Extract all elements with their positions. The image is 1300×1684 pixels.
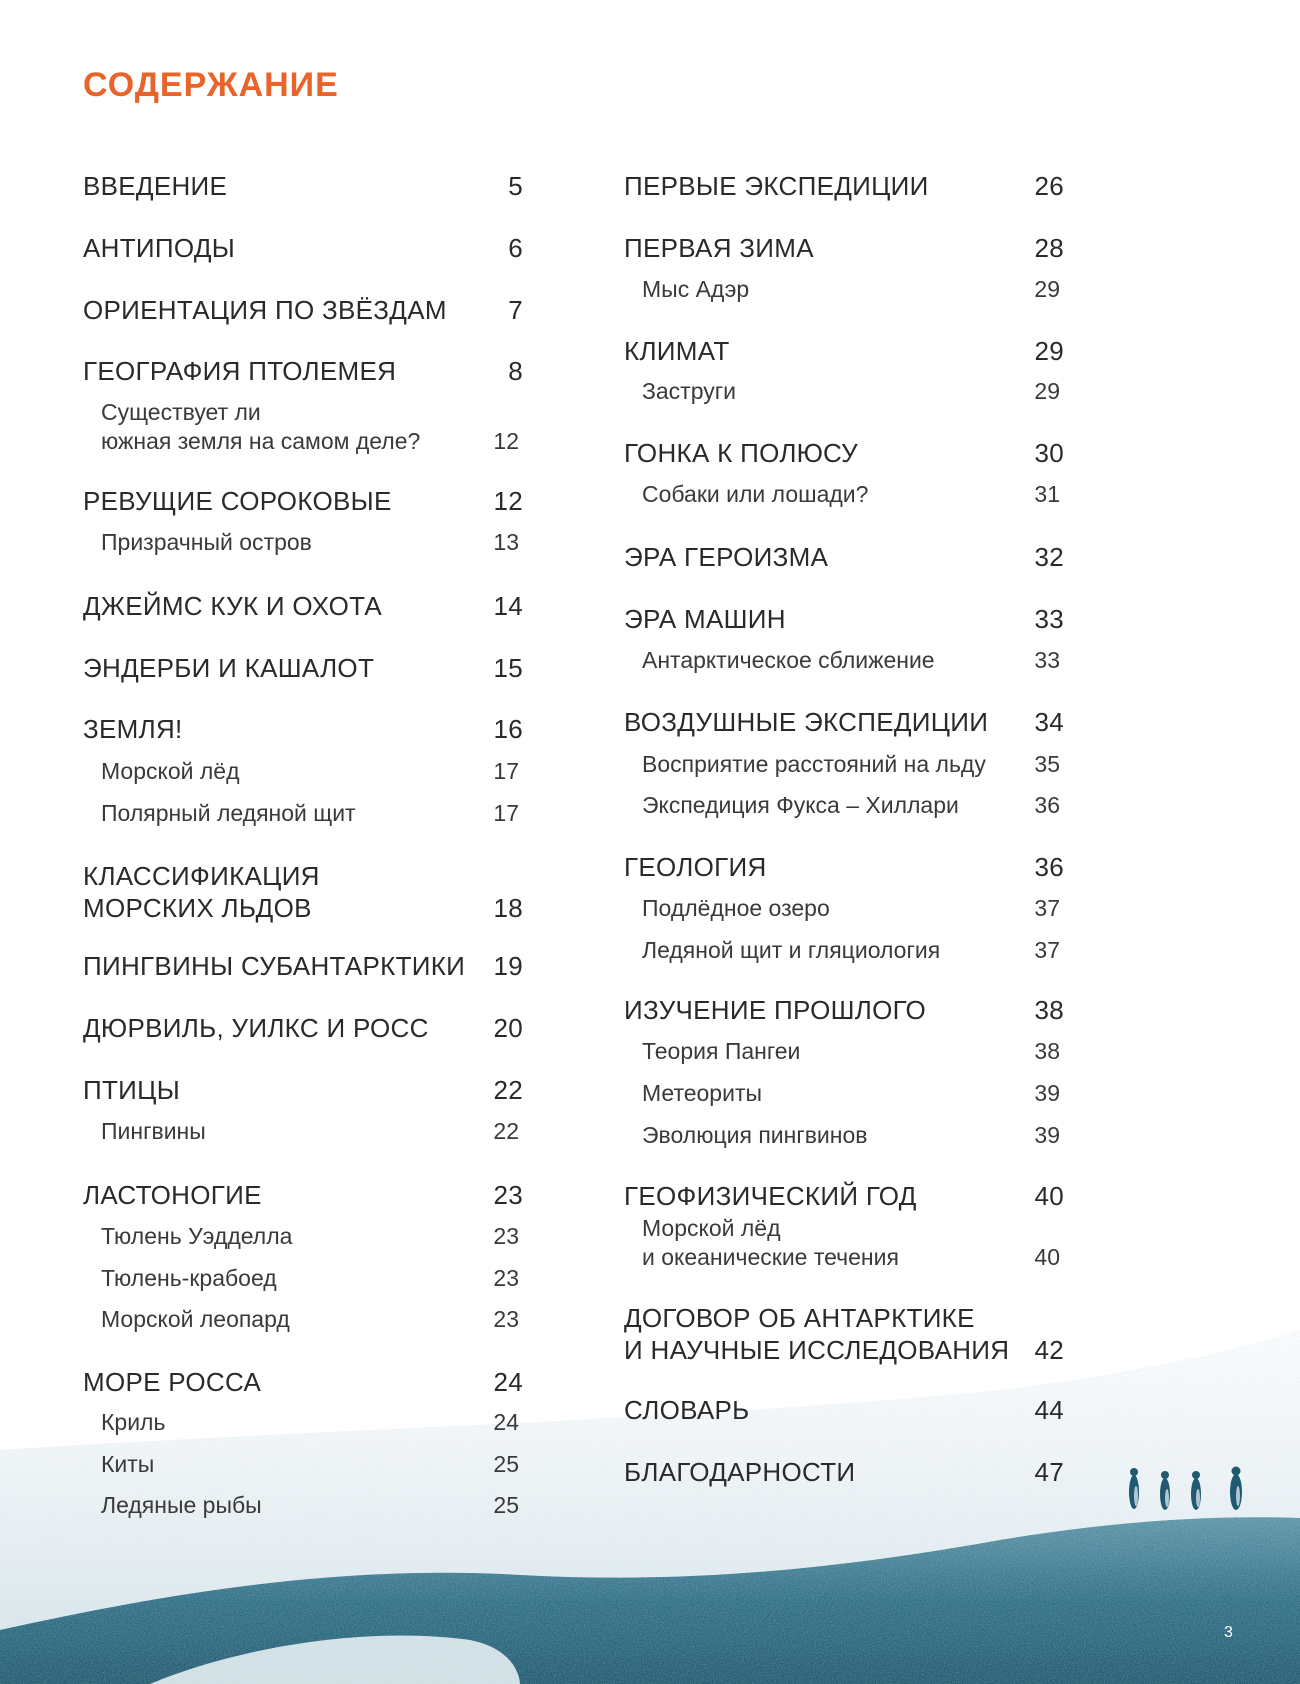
toc-page-number: 12	[493, 428, 519, 454]
toc-entry-title: Полярный ледяной щит	[101, 800, 356, 826]
toc-entry-title: Существует ли южная земля на самом деле?	[101, 399, 421, 454]
toc-page-number: 35	[1034, 751, 1060, 777]
toc-page-number: 44	[1034, 1395, 1064, 1425]
toc-entry-title: ИЗУЧЕНИЕ ПРОШЛОГО	[624, 995, 927, 1025]
toc-subentry[interactable]	[624, 750, 1064, 779]
toc-entry-title: Метеориты	[642, 1080, 763, 1106]
toc-page-number: 7	[508, 295, 523, 325]
toc-page-number: 32	[1034, 542, 1064, 572]
toc-chapter-entry[interactable]	[83, 713, 523, 745]
toc-chapter-entry[interactable]	[624, 1302, 1064, 1366]
toc-entry-title: ПТИЦЫ	[83, 1075, 181, 1105]
toc-entry-title: АНТИПОДЫ	[83, 233, 236, 263]
toc-subentry[interactable]	[83, 1222, 523, 1251]
toc-page-number: 19	[493, 951, 523, 981]
toc-entry-title: Киты	[101, 1451, 155, 1477]
toc-chapter-entry[interactable]	[624, 603, 1064, 635]
toc-page-number: 26	[1034, 171, 1064, 201]
toc-page-number: 22	[493, 1075, 523, 1105]
toc-page-number: 17	[493, 758, 519, 784]
toc-page-number: 36	[1034, 852, 1064, 882]
penguins-icon	[1124, 1456, 1254, 1516]
toc-entry-title: ПЕРВЫЕ ЭКСПЕДИЦИИ	[624, 171, 929, 201]
page-number: 3	[1224, 1624, 1233, 1641]
toc-entry-title: Морской лёд и океанические течения	[642, 1215, 899, 1270]
toc-page-number: 31	[1034, 481, 1060, 507]
toc-chapter-entry[interactable]	[624, 541, 1064, 573]
toc-chapter-entry[interactable]	[83, 294, 523, 326]
toc-chapter-entry[interactable]	[83, 170, 523, 202]
toc-page-number: 38	[1034, 995, 1064, 1025]
toc-entry-title: ПИНГВИНЫ СУБАНТАРКТИКИ	[83, 951, 466, 981]
toc-page-number: 47	[1034, 1457, 1064, 1487]
toc-page-number: 23	[493, 1223, 519, 1249]
toc-subentry[interactable]	[624, 894, 1064, 923]
toc-subentry[interactable]	[624, 1121, 1064, 1150]
toc-subentry[interactable]	[83, 1117, 523, 1146]
toc-entry-title: ГОНКА К ПОЛЮСУ	[624, 438, 858, 468]
toc-subentry[interactable]	[624, 377, 1064, 406]
toc-subentry[interactable]	[624, 1079, 1064, 1108]
toc-entry-title: ВВЕДЕНИЕ	[83, 171, 228, 201]
toc-chapter-entry[interactable]	[83, 355, 523, 387]
toc-entry-title: ДЮРВИЛЬ, УИЛКС И РОСС	[83, 1013, 429, 1043]
toc-entry-title: Антарктическое сближение	[642, 647, 935, 673]
toc-subentry[interactable]	[624, 936, 1064, 965]
toc-page-number: 30	[1034, 438, 1064, 468]
toc-subentry[interactable]	[83, 1264, 523, 1293]
toc-entry-title: Ледяные рыбы	[101, 1492, 262, 1518]
toc-subentry[interactable]	[83, 1450, 523, 1479]
toc-subentry[interactable]	[624, 791, 1064, 820]
toc-entry-title: МОРЕ РОССА	[83, 1367, 262, 1397]
toc-chapter-entry[interactable]	[624, 437, 1064, 469]
toc-entry-title: Подлёдное озеро	[642, 895, 830, 921]
toc-entry-title: Восприятие расстояний на льду	[642, 751, 986, 777]
toc-entry-title: Тюлень-крабоед	[101, 1265, 277, 1291]
toc-chapter-entry[interactable]	[624, 1394, 1064, 1426]
toc-page-number: 15	[493, 653, 523, 683]
toc-entry-title: Мыс Адэр	[642, 276, 750, 302]
toc-page-number: 29	[1034, 378, 1060, 404]
toc-page-number: 24	[493, 1367, 523, 1397]
toc-entry-title: ЗЕМЛЯ!	[83, 714, 183, 744]
toc-page-number: 8	[508, 356, 523, 386]
toc-page-number: 13	[493, 529, 519, 555]
toc-page-number: 18	[493, 893, 523, 923]
toc-page-number: 6	[508, 233, 523, 263]
toc-page-number: 33	[1034, 647, 1060, 673]
toc-subentry[interactable]	[624, 480, 1064, 509]
toc-entry-title: ГЕОФИЗИЧЕСКИЙ ГОД	[624, 1181, 917, 1211]
toc-entry-title: ГЕОЛОГИЯ	[624, 852, 767, 882]
toc-subentry[interactable]	[83, 799, 523, 828]
toc-page-number: 23	[493, 1180, 523, 1210]
toc-chapter-entry[interactable]	[83, 590, 523, 622]
toc-entry-title: Морской леопард	[101, 1306, 290, 1332]
toc-entry-title: Собаки или лошади?	[642, 481, 869, 507]
toc-entry-title: Тюлень Уэдделла	[101, 1223, 293, 1249]
toc-subentry[interactable]	[624, 1037, 1064, 1066]
toc-chapter-entry[interactable]	[83, 1179, 523, 1211]
toc-subentry[interactable]	[83, 398, 523, 456]
toc-page-number: 39	[1034, 1080, 1060, 1106]
toc-subentry[interactable]	[624, 275, 1064, 304]
toc-page-number: 28	[1034, 233, 1064, 263]
toc-page-number: 22	[493, 1118, 519, 1144]
toc-chapter-entry[interactable]	[83, 1012, 523, 1044]
toc-entry-title: ЭРА ГЕРОИЗМА	[624, 542, 829, 572]
toc-entry-title: ДЖЕЙМС КУК И ОХОТА	[83, 591, 383, 621]
toc-entry-title: Призрачный остров	[101, 529, 312, 555]
toc-chapter-entry[interactable]	[624, 170, 1064, 202]
toc-page-number: 42	[1034, 1335, 1064, 1365]
toc-chapter-entry[interactable]	[624, 994, 1064, 1026]
toc-page-number: 17	[493, 800, 519, 826]
toc-entry-title: ЭРА МАШИН	[624, 604, 786, 634]
toc-entry-title: Криль	[101, 1409, 166, 1435]
toc-page-number: 29	[1034, 336, 1064, 366]
toc-page-number: 24	[493, 1409, 519, 1435]
toc-page-number: 40	[1034, 1181, 1064, 1211]
toc-chapter-entry[interactable]	[624, 1456, 1064, 1488]
toc-entry-title: ЭНДЕРБИ И КАШАЛОТ	[83, 653, 375, 683]
toc-entry-title: Пингвины	[101, 1118, 206, 1144]
toc-entry-title: ДОГОВОР ОБ АНТАРКТИКЕ И НАУЧНЫЕ ИССЛЕДОВАНИЯ	[624, 1303, 1010, 1365]
toc-entry-title: Ледяной щит и гляциология	[642, 937, 941, 963]
toc-entry-title: СЛОВАРЬ	[624, 1395, 750, 1425]
toc-page-number: 33	[1034, 604, 1064, 634]
toc-page-number: 36	[1034, 792, 1060, 818]
toc-subentry[interactable]	[83, 757, 523, 786]
toc-page-number: 34	[1034, 707, 1064, 737]
toc-entry-title: ПЕРВАЯ ЗИМА	[624, 233, 814, 263]
toc-entry-title: Эволюция пингвинов	[642, 1122, 868, 1148]
toc-chapter-entry[interactable]	[83, 1074, 523, 1106]
toc-entry-title: КЛАССИФИКАЦИЯ МОРСКИХ ЛЬДОВ	[83, 861, 320, 923]
toc-page-number: 40	[1034, 1244, 1060, 1270]
toc-entry-title: ГЕОГРАФИЯ ПТОЛЕМЕЯ	[83, 356, 397, 386]
toc-chapter-entry[interactable]	[83, 652, 523, 684]
toc-entry-title: Заструги	[642, 378, 736, 404]
toc-page-number: 39	[1034, 1122, 1060, 1148]
toc-subentry[interactable]	[624, 646, 1064, 675]
toc-entry-title: КЛИМАТ	[624, 336, 730, 366]
toc-entry-title: Экспедиция Фукса – Хиллари	[642, 792, 959, 818]
toc-subentry[interactable]	[83, 1491, 523, 1520]
toc-chapter-entry[interactable]	[83, 232, 523, 264]
toc-entry-title: ОРИЕНТАЦИЯ ПО ЗВЁЗДАМ	[83, 295, 447, 325]
toc-page-number: 38	[1034, 1038, 1060, 1064]
toc-entry-title: ВОЗДУШНЫЕ ЭКСПЕДИЦИИ	[624, 707, 989, 737]
toc-page-number: 20	[493, 1013, 523, 1043]
toc-page-number: 14	[493, 591, 523, 621]
toc-page-number: 25	[493, 1492, 519, 1518]
toc-subentry[interactable]	[83, 528, 523, 557]
toc-page-number: 37	[1034, 937, 1060, 963]
toc-page-number: 12	[493, 486, 523, 516]
toc-subentry[interactable]	[83, 1408, 523, 1437]
toc-chapter-entry[interactable]	[83, 860, 523, 924]
toc-page-number: 37	[1034, 895, 1060, 921]
toc-chapter-entry[interactable]	[83, 485, 523, 517]
toc-entry-title: Морской лёд	[101, 758, 240, 784]
toc-page-number: 29	[1034, 276, 1060, 302]
toc-subentry[interactable]	[624, 1214, 1064, 1272]
toc-page-number: 16	[493, 714, 523, 744]
toc-page-number: 25	[493, 1451, 519, 1477]
toc-chapter-entry[interactable]	[624, 335, 1064, 367]
toc-page-number: 23	[493, 1265, 519, 1291]
toc-chapter-entry[interactable]	[83, 950, 523, 982]
page-title: СОДЕРЖАНИЕ	[83, 66, 339, 104]
toc-chapter-entry[interactable]	[624, 851, 1064, 883]
toc-chapter-entry[interactable]	[624, 1180, 1064, 1212]
toc-page-number: 5	[508, 171, 523, 201]
toc-entry-title: Теория Пангеи	[642, 1038, 801, 1064]
toc-chapter-entry[interactable]	[624, 706, 1064, 738]
toc-page-number: 23	[493, 1306, 519, 1332]
toc-subentry[interactable]	[83, 1305, 523, 1334]
toc-chapter-entry[interactable]	[624, 232, 1064, 264]
toc-chapter-entry[interactable]	[83, 1366, 523, 1398]
toc-entry-title: ЛАСТОНОГИЕ	[83, 1180, 262, 1210]
toc-entry-title: РЕВУЩИЕ СОРОКОВЫЕ	[83, 486, 392, 516]
toc-entry-title: БЛАГОДАРНОСТИ	[624, 1457, 856, 1487]
